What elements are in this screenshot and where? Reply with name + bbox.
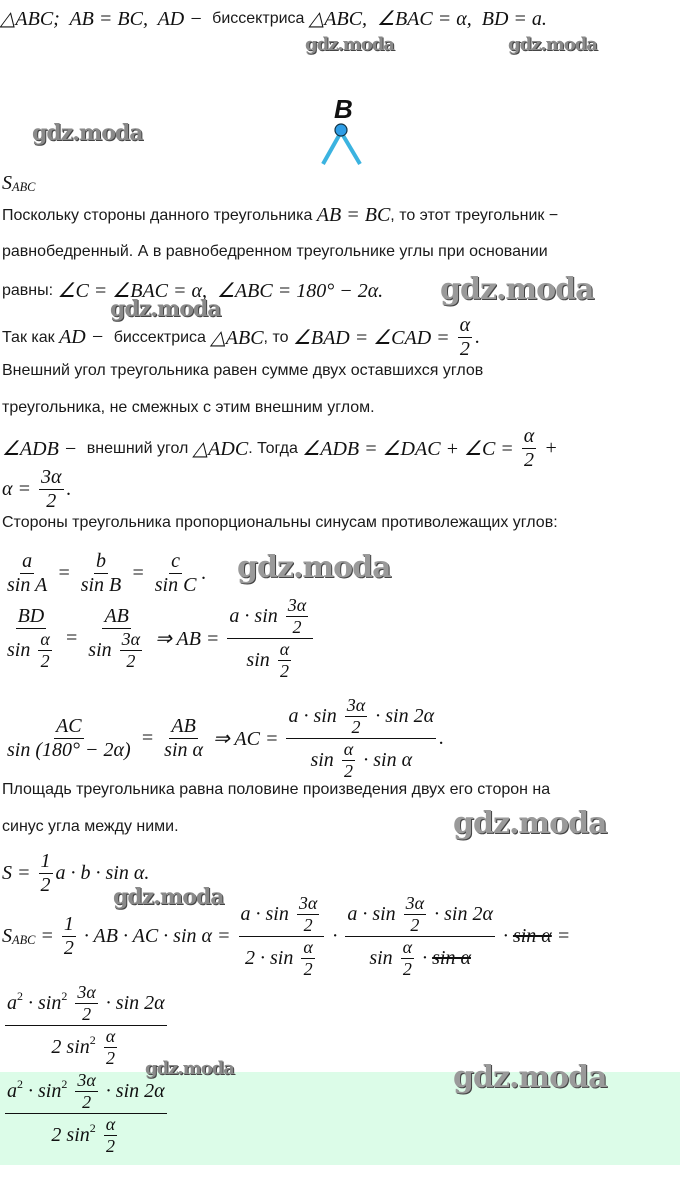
math-expression: AB = BC (316, 204, 391, 226)
math-expression: AD − (59, 326, 110, 348)
math-expression: ∠C = ∠BAC = α, ∠ABC = 180° − 2α. (57, 280, 384, 302)
denominator (458, 338, 472, 361)
math-expression: 3α (77, 1070, 96, 1090)
text-run: равнобедренный. А в равнобедренном треугольнике углы при основании (2, 243, 548, 260)
fraction (345, 893, 495, 980)
numerator (75, 1070, 97, 1092)
line-f5 (2, 893, 570, 980)
fraction (5, 1070, 167, 1157)
math-expression: 3α (346, 695, 366, 715)
math-expression: 2 (126, 651, 136, 671)
denominator (5, 574, 49, 597)
watermark: gdz.moda (237, 550, 391, 585)
line-p11 (2, 818, 179, 836)
numerator (16, 605, 47, 629)
watermark: gdz.moda (32, 120, 143, 146)
math-expression: 2 (82, 1092, 92, 1112)
numerator (169, 715, 197, 739)
text-run: Стороны треугольника пропорциональны синусам противолежащих углов: (2, 514, 558, 531)
math-expression: 2 (105, 1048, 115, 1068)
denominator (44, 490, 58, 513)
fraction (75, 982, 97, 1025)
fraction (5, 605, 57, 672)
math-expression: · sin 2α (429, 903, 493, 925)
triangle-diagram (310, 92, 380, 167)
math-expression: sin (246, 649, 275, 671)
text-run: внешний угол (82, 439, 193, 457)
math-expression: 2 (82, 1004, 92, 1024)
text-run: биссектриса (207, 9, 309, 27)
line-p8 (2, 466, 72, 513)
denominator (350, 717, 363, 738)
math-expression (96, 1036, 101, 1059)
line-p4 (2, 314, 480, 361)
math-expression: · sin 2α (100, 1080, 165, 1102)
numerator (345, 893, 495, 937)
math-expression: a · sin (229, 605, 283, 627)
fraction (86, 605, 147, 672)
math-expression: 2 (292, 617, 302, 637)
math-expression: 2 (410, 915, 420, 935)
superscript: 2 (61, 1077, 68, 1092)
text-run: Внешний угол треугольника равен сумме двух оставшихся углов (2, 362, 484, 379)
fraction (79, 550, 124, 597)
line-p7 (2, 425, 558, 472)
math-expression: 3α (298, 893, 318, 913)
fraction (458, 314, 473, 361)
math-expression: · AB · AC · sin α = (78, 925, 236, 947)
math-expression: α (343, 739, 354, 759)
denominator (408, 915, 421, 936)
numerator (120, 629, 142, 651)
line-p10 (2, 781, 550, 799)
text-run: , то (263, 328, 293, 346)
math-expression: = (52, 562, 76, 584)
math-expression: = (35, 925, 59, 947)
denominator (124, 651, 137, 672)
numerator (458, 314, 473, 338)
superscript: 2 (89, 1121, 96, 1136)
fraction (162, 715, 205, 762)
superscript: 2 (61, 989, 68, 1004)
fraction (227, 595, 313, 682)
math-expression: 2 (279, 661, 289, 681)
math-expression: a (7, 992, 17, 1014)
numerator (286, 595, 308, 617)
fraction (239, 893, 325, 980)
line-f3 (2, 695, 444, 782)
math-expression: sin B (80, 574, 122, 596)
fraction (286, 595, 308, 638)
vertex-b-point (335, 124, 347, 136)
math-expression: = (135, 727, 160, 749)
numerator (301, 937, 314, 959)
denominator (278, 661, 291, 682)
math-expression: sin A (7, 574, 48, 596)
math-expression: 1 (40, 850, 51, 872)
denominator (162, 739, 205, 762)
numerator (345, 695, 367, 717)
line-p6 (2, 399, 375, 417)
math-expression: · (417, 947, 433, 969)
math-expression: sin C (154, 574, 197, 596)
text-run: Площадь треугольника равна половине произведения двух его сторон на (2, 781, 551, 798)
numerator (75, 982, 97, 1004)
math-expression: = (126, 562, 150, 584)
text-run: треугольника, не смежных с этим внешним углом. (2, 399, 375, 416)
line-given (0, 6, 547, 31)
numerator (5, 1070, 167, 1114)
math-expression: . (66, 478, 72, 500)
math-expression: 2 · sin (245, 947, 299, 969)
math-expression: △ADC (192, 438, 249, 460)
denominator (290, 617, 303, 638)
numerator (62, 913, 76, 937)
math-expression: · sin α (358, 749, 413, 771)
math-expression: · (327, 925, 343, 947)
line-p5 (2, 362, 483, 380)
denominator (522, 449, 536, 472)
numerator (38, 629, 51, 651)
math-expression: 2 sin (51, 1124, 90, 1146)
text-run: Так как (2, 328, 60, 346)
math-expression: 2 (46, 490, 57, 512)
math-expression: a · sin (288, 705, 342, 727)
fraction (5, 550, 49, 597)
fraction (75, 1070, 97, 1113)
math-expression: 3α (77, 982, 96, 1002)
math-expression: α (459, 314, 471, 336)
math-expression: ⇒ AC = (208, 728, 284, 750)
denominator (79, 574, 124, 597)
math-expression: S = (2, 862, 36, 884)
numerator (39, 466, 64, 490)
numerator (104, 1026, 117, 1048)
numerator (102, 605, 130, 629)
fraction (278, 639, 291, 682)
fraction (401, 937, 414, 980)
subscript: ABC (12, 933, 36, 948)
math-expression: 2 (40, 651, 50, 671)
math-expression: a · sin (240, 903, 294, 925)
superscript: 2 (89, 1033, 96, 1048)
watermark: gdz.moda (110, 296, 221, 322)
math-expression: a (7, 1080, 17, 1102)
line-p9 (2, 514, 558, 532)
text-run: Поскольку стороны данного треугольника (2, 206, 317, 224)
fraction (5, 982, 167, 1069)
line-f1 (2, 550, 206, 597)
fraction (297, 893, 319, 936)
superscript: 2 (17, 1077, 23, 1092)
denominator (302, 959, 315, 980)
watermark: gdz.moda (508, 34, 597, 55)
fraction (39, 850, 53, 897)
denominator (80, 1004, 93, 1025)
watermark: gdz.moda (305, 34, 394, 55)
denominator (86, 629, 147, 672)
math-expression (67, 1080, 72, 1103)
text-run: биссектриса (109, 328, 211, 346)
watermark: gdz.moda (453, 806, 607, 841)
denominator (39, 651, 52, 672)
superscript: 2 (17, 989, 23, 1004)
fraction (39, 466, 64, 513)
numerator (342, 739, 355, 761)
fraction (104, 1114, 117, 1157)
math-expression: = (551, 925, 571, 947)
math-expression: α (279, 639, 290, 659)
math-expression: a · sin (347, 903, 401, 925)
math-expression: △ABC, ∠BAC = α, BD = a. (308, 8, 547, 30)
denominator (302, 915, 315, 936)
line-p1 (2, 204, 558, 227)
fraction (120, 629, 142, 672)
numerator (5, 982, 167, 1026)
math-expression (67, 992, 72, 1015)
math-expression: . (439, 727, 445, 749)
math-expression: sin (180° − 2α) (7, 739, 131, 761)
side-ba (323, 132, 341, 164)
math-expression: · sin (23, 1080, 62, 1102)
denominator (49, 1114, 122, 1157)
math-expression: · sin (23, 992, 62, 1014)
fraction (345, 695, 367, 738)
denominator (62, 937, 76, 960)
numerator (20, 550, 34, 574)
line-f2 (2, 595, 316, 682)
math-expression: sin α (164, 739, 203, 761)
math-expression: a (22, 550, 33, 572)
math-expression: 2 sin (51, 1036, 90, 1058)
denominator (80, 1092, 93, 1113)
denominator (5, 739, 133, 762)
line-find (2, 172, 35, 195)
math-expression: S (2, 925, 12, 947)
numerator (227, 595, 313, 639)
math-expression: BD (17, 605, 45, 627)
math-expression: 2 (105, 1136, 115, 1156)
math-expression: sin (369, 947, 398, 969)
text-run: . Тогда (248, 439, 303, 457)
line-f6 (2, 982, 170, 1069)
text-run: , то этот треугольник − (390, 206, 559, 224)
numerator (54, 715, 84, 739)
watermark: gdz.moda (113, 884, 224, 910)
math-expression: AB (104, 605, 129, 627)
fraction (104, 1026, 117, 1069)
math-expression: . (201, 562, 207, 584)
math-expression: α (402, 937, 413, 957)
math-expression: 3α (287, 595, 307, 615)
cancelled-term: sin α (512, 925, 552, 947)
denominator (243, 937, 320, 980)
math-expression: · sin 2α (100, 992, 165, 1014)
numerator (404, 893, 426, 915)
denominator (49, 1026, 122, 1069)
math-expression: △ABC; AB = BC, AD − (0, 8, 208, 30)
text-run: синус угла между ними. (2, 818, 179, 835)
fraction (301, 937, 314, 980)
math-expression: 3α (121, 629, 141, 649)
math-expression: α (40, 629, 50, 649)
numerator (39, 850, 53, 874)
math-expression: sin (310, 749, 339, 771)
numerator (286, 695, 436, 739)
subscript: ABC (12, 180, 36, 195)
fraction (38, 629, 51, 672)
math-expression: S (2, 172, 12, 194)
math-expression: △ABC (210, 327, 264, 349)
math-expression: 2 (40, 874, 51, 896)
side-bc (341, 132, 360, 164)
math-expression: = (59, 627, 84, 649)
math-expression: ∠ADB − (2, 438, 83, 460)
fraction (342, 739, 355, 782)
math-expression: sin (7, 639, 36, 661)
math-expression: · (497, 925, 513, 947)
math-expression: α (303, 937, 313, 957)
numerator (278, 639, 291, 661)
fraction (5, 715, 133, 762)
math-expression: 2 (63, 937, 74, 959)
math-expression (96, 1124, 101, 1147)
math-expression: 2 (303, 915, 313, 935)
line-answer (2, 1070, 170, 1157)
math-expression: 2 (351, 717, 361, 737)
math-expression: · sin 2α (370, 705, 435, 727)
denominator (367, 937, 473, 980)
math-expression: 3α (41, 466, 62, 488)
math-expression: ∠ADB = ∠DAC + ∠C = (302, 438, 519, 460)
math-expression: 1 (63, 913, 74, 935)
line-p2 (2, 243, 548, 261)
math-expression: b (95, 550, 106, 572)
text-run: равны: (2, 281, 58, 299)
denominator (5, 629, 57, 672)
math-expression: α (105, 1026, 116, 1046)
numerator (401, 937, 414, 959)
math-expression: a · b · sin α. (55, 862, 150, 884)
fraction (522, 425, 537, 472)
denominator (342, 761, 355, 782)
math-expression: 2 (402, 959, 412, 979)
math-expression: 2 (524, 449, 535, 471)
math-expression: ∠BAD = ∠CAD = (292, 327, 455, 349)
denominator (104, 1136, 117, 1157)
math-expression: 2 (344, 761, 354, 781)
denominator (104, 1048, 117, 1069)
math-expression: 3α (405, 893, 425, 913)
fraction (153, 550, 199, 597)
watermark: gdz.moda (440, 272, 594, 307)
math-expression: 2 (459, 338, 470, 360)
denominator (401, 959, 414, 980)
math-expression: α (105, 1114, 116, 1134)
math-expression: α (523, 425, 535, 447)
numerator (104, 1114, 117, 1136)
denominator (153, 574, 199, 597)
denominator (308, 739, 414, 782)
math-expression: α = (2, 478, 36, 500)
math-expression: AB (171, 715, 196, 737)
denominator (244, 639, 296, 682)
vertex-label-b: B (334, 94, 353, 124)
numerator (522, 425, 537, 449)
watermark: gdz.moda (453, 1060, 607, 1095)
watermark: gdz.moda (145, 1058, 234, 1079)
math-expression: 2 (303, 959, 313, 979)
math-expression: + (539, 437, 558, 459)
math-expression: ⇒ AB = (150, 628, 225, 650)
numerator (239, 893, 325, 937)
numerator (94, 550, 108, 574)
numerator (169, 550, 182, 574)
math-expression: sin (88, 639, 117, 661)
fraction (404, 893, 426, 936)
fraction (62, 913, 76, 960)
math-expression: . (475, 326, 481, 348)
math-expression: AC (56, 715, 82, 737)
numerator (297, 893, 319, 915)
math-expression: c (171, 550, 181, 572)
fraction (286, 695, 436, 782)
cancelled-term: sin α (432, 947, 471, 969)
